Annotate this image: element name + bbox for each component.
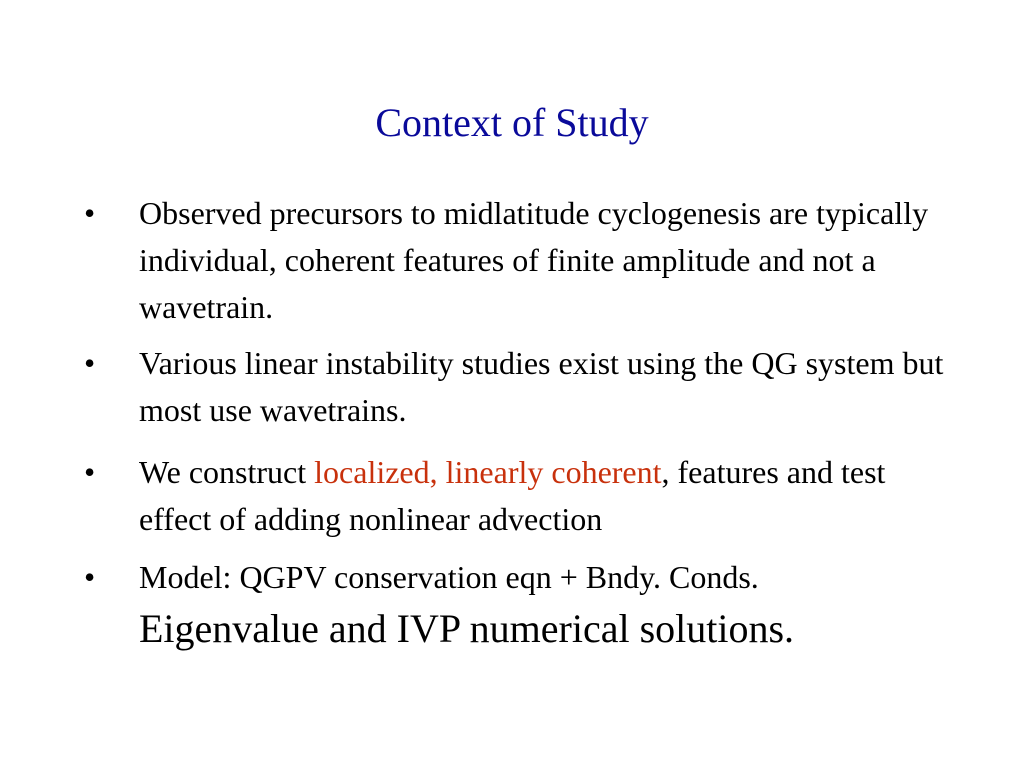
- bullet-text-lead: We construct: [139, 454, 315, 490]
- bullet-text: [139, 449, 959, 543]
- slide-title: Context of Study: [375, 100, 649, 145]
- model-line: Model: QGPV conservation eqn + Bndy. Conds.: [139, 559, 759, 595]
- bullet-marker: •: [84, 454, 96, 490]
- bullet-text: Various linear instability studies exist using the QG system but most use wavetrains.: [139, 345, 944, 428]
- bullet-text: [139, 554, 959, 657]
- solutions-line: Eigenvalue and IVP numerical solutions.: [139, 606, 795, 651]
- bullet-marker: •: [84, 345, 96, 381]
- bullet-text-tail: , features and test effect of adding nonlinear advection: [139, 454, 886, 537]
- bullet-marker: •: [84, 195, 96, 231]
- bullet-marker: •: [84, 559, 96, 595]
- highlighted-phrase: localized, linearly coherent: [314, 454, 662, 490]
- bullet-text: Observed precursors to midlatitude cyclogenesis are typically individual, coherent features of finite amplitude and not a wavetrain.: [139, 195, 929, 325]
